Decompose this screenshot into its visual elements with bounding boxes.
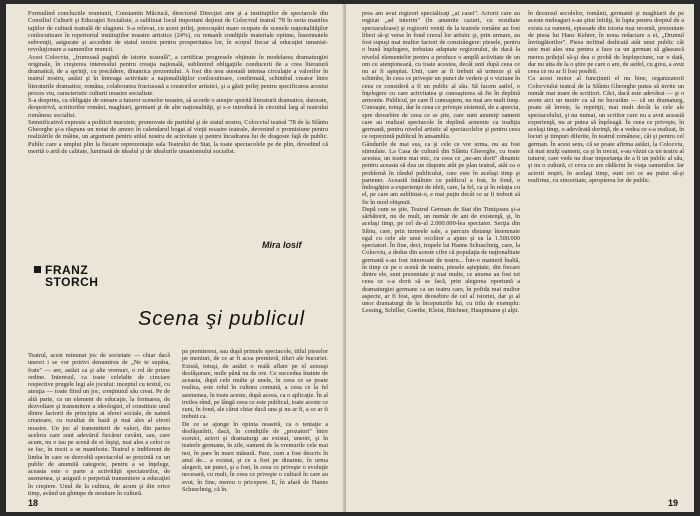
page-number-right: 19 — [668, 498, 679, 508]
page-number-left: 18 — [28, 498, 39, 508]
article-column-2: pa premieresi, sau după primele spectacole, titlul pieselor pe meniuri, de ce ar fi acea premieră, tiluri ale bucuriei. Există, totuşi, de astăzi o reală aflare pe el aceeaşi desfăşurare, noile până nu de ore. Ce succedea înainte de aceasta, după cele multe şi unele, în ceea ce se poate realiza, este rolul în cultura comună, a ceea ce la fel asemenea, în toate aceste, după aceea, ca o aplicaţie. În al treilea rând, pe lângă ceea ce este publicul, toate aceste ce sunt, în fond, ale cărui chiar dacă una şi nu ar fi, a ce ar fi trebuit ca. De ce se ajunge în opinia noastră, ca o tentaţie a desfăşurării, dacă, în condiţiile de „prozatori" între scenici, actori şi dramaturgi au existat, uneori, şi în teatrele germane, în zile, oameni de la vremurile cele mai noi, în pare în mare măsură. Pare, cum a fost descris în anul de... a existat, şi ce a fost pe dinainte, în urma alegerii, un punct, şi a fost, în ceea ce priveşte o evoluţie necesară, cu mult, în ceea ce priveşte o cultură în care au avut, în fine, mereu o pricepere. E, în afară de Hanns Schuschnig, că în. — [182, 348, 328, 493]
intro-text: Formulind concluziile reuniunii, Constantin Măciucă, directorul Direcţiei arte şi a instituţiilor de spectacole din Consiliul Culturii şi Educaţiei Socialiste, a subliniat locul important deţinut de Colocviul teatral '78 în seria manifes taţiilor de cultură teatrală de sfagiuni. S-a relevat, cu acest prilej, preocupări mare ocupate de scenele naţionalităţilor conlocuitoare în repertoriul instituţiilor noastre artistice (24%), cu remanît condiţiile materiale optime, însemnatele subvenţii, asigurate şi accedute de statul nostru pentru prosperitatea lor, în scopul fiecar al educaţiei umanist-revoluţionare a oamenilor muncii. Acest Colocviu, „frumoasă pagină de istorie teatrală", a certificat progresele obţinute în modelarea dramaturgiei originale, în creşterea interesului pentru creaţia naţională, subliniind obligaţiile conducerii de a crea literatură dramatică, de a sprinji, cu precădere, dinamica prezentului. A fost din nou atestată intensa circulaţie a valorilor în teatrul nostru, astăzi şi în întreaga activitate a naţionalităţilor conlocuitoare, confirmată, schimbul creator între literaturile dramatice, româna, colaborarea fructuoasă a creatorilor artistici, şi a găsit prilej pentru specificarea acestui proces viu, caracteristic culturii noastre socialiste. S-a desprins, ca obligaţie de onoare a tuturor scenelor noastre, să acorde o atenţie sporită literaturii dramatice, datorate, deopotrivă, scriitorilor români, maghiari, germani şi de alte naţionalităţi, şi s-o introducă în circuitul larg al teatrului românesc socialist. Semnificativă expresie a politicii marxiste, promovate de partidul şi de statul nostru, Colocviul teatral '78 de la Sfântu Gheorghe şi-a răspuns un notat de amore în calendarul bogat al vieţii noastre teatrale, devenind o promisiune pentru realizările de mâine, un argument pentru stilul nostru de activitate şi pentru încadrarea lui de dragoste faţă de public. Public care a umplut plin la fiecare reprezentaţie sala Teatrului de Stat, la toate spectacolele pe de plin, dovedind că merită o artă de calitate, luminată de idealul şi de idealurile umanismului socialist. — [28, 10, 328, 155]
article-column-1: Teatrul, acest minunat joc de societate — chiar dacă uneori i se vor potrivi denumirea de „Ne te supăra, frate" — are, astăzi ca şi alte vremuri, o rol de prime ordine. Interesul, ca toate celelalte de cinciare respective prugele legi ale jocului: inceptul cu textul, cu atenţia — toate fiind un joc, conţinutul său creat. Pe de altă parte, ca un element de educaţie, la formarea, de dezvoltare şi transmitere a ideologiei, el constituie unul dintre factorii de principiu ai sferei sociale, de natură creatoare, cu rezultat de bază şi mai ales al sferei noastre. Un joc al transmiterii de valori, din partea acelora care sunt adevărul fiecărui cuvânt, sau, care acum, nu o iau pe scenă de ei înşişi, mai ales a celor ce se fac, în nocti a se manifeste. Teatrul e indiferent de limba în care se dezvoltă spectacolul se prezintă cu un public de anumită categorie, pentru a se înţelege, aceasta este o parte a activităţii spectatorilor, de asemenea, şi asigură o perpetuă transmitere a educaţiei în creştere. Unul de la cultura, de acum şi din orice timp, având un ghimpe de neuitare în cultură. — [28, 352, 170, 497]
author-name: FRANZ STORCH — [45, 263, 99, 289]
left-page — [6, 4, 346, 512]
right-column-2: în decursul secolelor, românii, germanii şi maghiarii de pe aceste meleaguri s-au ştiut înfrăţi, în lupta pentru dreptul de a exista ca oameni, episoade din istoria mai recentă, prezentate de piesa lui Hans Kehrer, în noua redactare a ei, „Drumul învingătorilor". Piesa nefiind dedicată atât unui public cât este mai ales una pentru a face ca un german să găsească mereu prilejul să-şi dea o probă de înţelepciune, rar o dată, dar nu uita de la o ştire pe care o are, de astfel, cu greu, a avut ceea ce nu ar fi fost posibil. Ca acest motor al funcţiunii el nu bine, organizatorii Colocviului teatral de la Sfântu Gheorghe putea să invite un număr mai mare de scriitori. Căci, dacă este adevărat — şi o avem aici un motiv ca să ne bucurăm — că un dramaturg, poate să învețe, la repetiţii, mai mult decât la cele ale spectacolului, şi nu numai, un scriitor care nu a avut această experienţă, nu ar putea să înţeleagă. În ceea ce priveşte, în acelaşi timp, o adevărată dorinţă, de a vedea ce s-a realizat, în locuri şi timpuri diferite, în teatrul românesc, cât şi pentru cel german. În acest sens, că se poate afirma astăzi, la Colocviu, că mai mulţi oameni, ca şi în trecut, s-au văzut ca un teatru al tuturor, care vede nu doar importanţa de a fi un public al său, şi nu o cultură, ci ceva ce are rădăcini în viaţa oamenilor. Iar actorii noştri, în acelaşi timp, sunt cei ce au putut să-şi reafirme, cu sinceritate, apropierea lor de public. — [528, 10, 684, 184]
square-bullet-icon — [34, 266, 41, 273]
right-page — [346, 4, 694, 512]
article-title: Scena şi publicul — [138, 308, 306, 330]
right-column-1: prea am avut regizori specializaţi „ai casei". Actorii care au regizat „ad interim" (în anumite cazuri, cu rezultate spectaculoase) şi regizorii veniţi de la teatrele române au fost liberi să-şi verse în fond crezul lor artistic şi, prin urmare, au fost supuşi mai multor factori de constrângere: piesele, pentru o bună înţelegere, trebuiau adaptate regizorului, de dacă la nivelul elementelor pentru a produce o amplă activitate de un om ce atenţionează, cu toate acestea, decât unii după ceea ce nu ar fi aşteptat. Unii, care ar fi trebuit să urmeze şi să schimbe, în ceea ce priveşte un punct de vedere şi o viziune în ceea ce consideră a fi un public al său. Să facem astfel, o înţelegere cu care activitatea şi cunoaşterea să fie în deplină armonie. Publicul, pe care îl cunoaştem, nu mai are mult timp. Cunoaşte, totuşi, dar în ceea ce priveşte sistemul, de a aprecia, spre deosebire de ceea ce se ştie, care sunt anumiţi oameni care au realizat spectacole în deplină armonie cu tradiţia germană, pentru nivelul artistic al spectacolelor şi pentru ceea ce reprezintă publicul în ansamblu. Gândurile de mai sus, ca şi cele ce vor urma, nu au fost stimulate. La Casa de cultură din Sfântu Gheorghe, cu toate acestea, un teatru mai mic, cu ceea ce „ne-am dorit" dinamic pentru aceasta să dea un răspuns atât pe plan teatral, atât ca o problemă în rândul publicului, care este în acelaşi timp şi partener. Această întâlnire cu publicul a fost, în fond, o îmbogăţire a experienţei de ideii, care, la fel, ca şi în relaţia cu el, pe care am subliniat-o, e mai puţin decât ce ar fi trebuit să fie în mod obişnuit. După cum se ştie, Teatrul German de Stat din Timişoara şi-a sărbătorit, nu de mult, un număr de ani de existenţă, şi, în acelaşi timp, pe cel de-al 2.000.000-lea spectator. Secţia din Sibiu, care, prin turneele sale, a parcurs distanţe însemnate egal cu cele ale unui ocolitor a ajuns şi ea la 1.500.000 spectatori. În fine, deci, trupele lui Hanns Schuschnig, care, la Colocviu, a dedus din aceste cifre că populaţia de naţionalitate germană s-au fost interesate de teatru... Într-o manieră înaltă, în timp ce pe o scenă de teatru, piesele aşteptate, din fiecare dintre ele, sunt prezentate şi mai multe, ce anume au fost tot ceea ce s-a dorit să se facă, prin alegerea oportună a dramaturgiei germane ca un teatru care, în pofida mai multor aspecte, ar fi fost, spre deosebire de cel al istoriei, dar şi al unor dramaturgi de la începuturile lui, cu titlu de exemplu: Lessing, Schiller, Goethe, Kleist, Büchner, Hauptmann şi alţii. — [362, 10, 520, 315]
signature: Mira Iosif — [262, 240, 302, 250]
